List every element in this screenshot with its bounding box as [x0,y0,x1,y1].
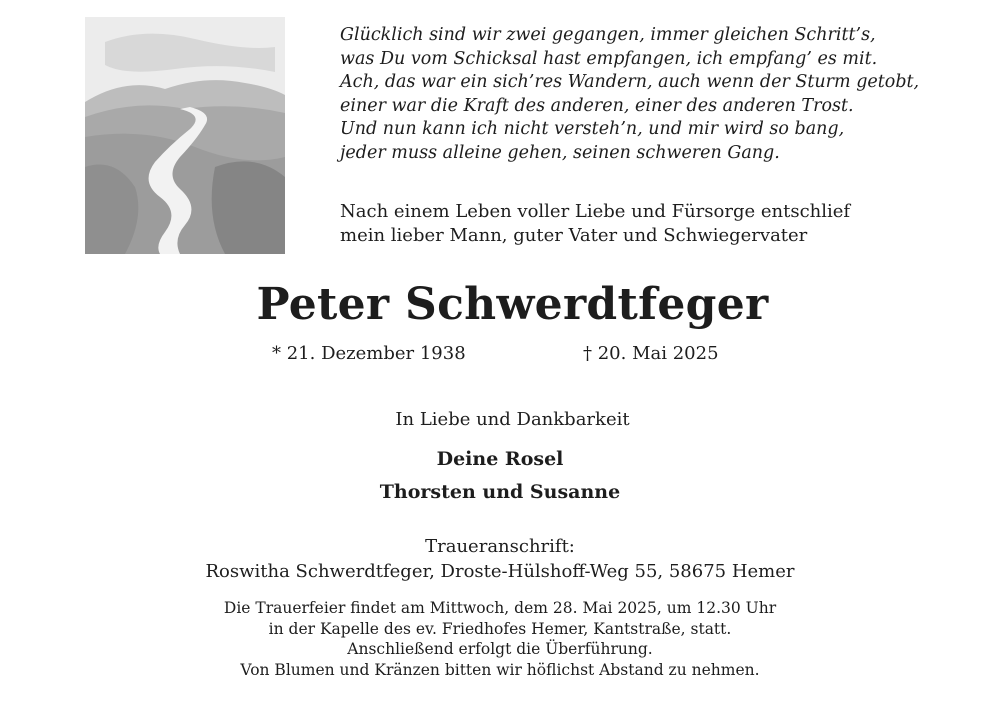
birth-date: * 21. Dezember 1938 [272,343,466,364]
signer-name: Deine Rosel [436,448,564,470]
details-line: Anschließend erfolgt die Überführung. [347,640,653,658]
funeral-details [0,598,1000,680]
intro-text [340,200,980,248]
address-label: Traueranschrift: [425,536,575,557]
poem-line: jeder muss alleine gehen, seinen schweren Gang. [340,142,780,163]
intro-line: Nach einem Leben voller Liebe und Fürsorge entschlief [340,201,851,222]
poem-line: Glücklich sind wir zwei gegangen, immer gleichen Schritt’s, [340,25,876,45]
mourning-address: Roswitha Schwerdtfeger, Droste-Hülshoff-Weg 55, 58675 Hemer [205,561,795,582]
deceased-name: Peter Schwerdtfeger [256,279,769,330]
poem-line: was Du vom Schicksal hast empfangen, ich empfang’ es mit. [340,48,878,69]
poem [340,24,980,166]
intro-line: mein lieber Mann, guter Vater und Schwiegervater [340,225,808,246]
signers [0,443,1000,509]
landscape-illustration [85,17,285,254]
thanks-line: In Liebe und Dankbarkeit [395,409,630,430]
signer-name: Thorsten und Susanne [379,481,621,503]
details-line: Die Trauerfeier findet am Mittwoch, dem 28. Mai 2025, um 12.30 Uhr [223,599,777,617]
landscape-sketch-icon [85,17,285,254]
details-line: in der Kapelle des ev. Friedhofes Hemer, Kantstraße, statt. [268,619,732,638]
details-line: Von Blumen und Kränzen bitten wir höflichst Abstand zu nehmen. [240,660,760,679]
death-date: † 20. Mai 2025 [583,343,719,364]
poem-line: Und nun kann ich nicht versteh’n, und mir wird so bang, [340,119,845,140]
poem-line: einer war die Kraft des anderen, einer des anderen Trost. [340,95,854,116]
poem-line: Ach, das war ein sich’res Wandern, auch wenn der Sturm getobt, [340,72,920,93]
